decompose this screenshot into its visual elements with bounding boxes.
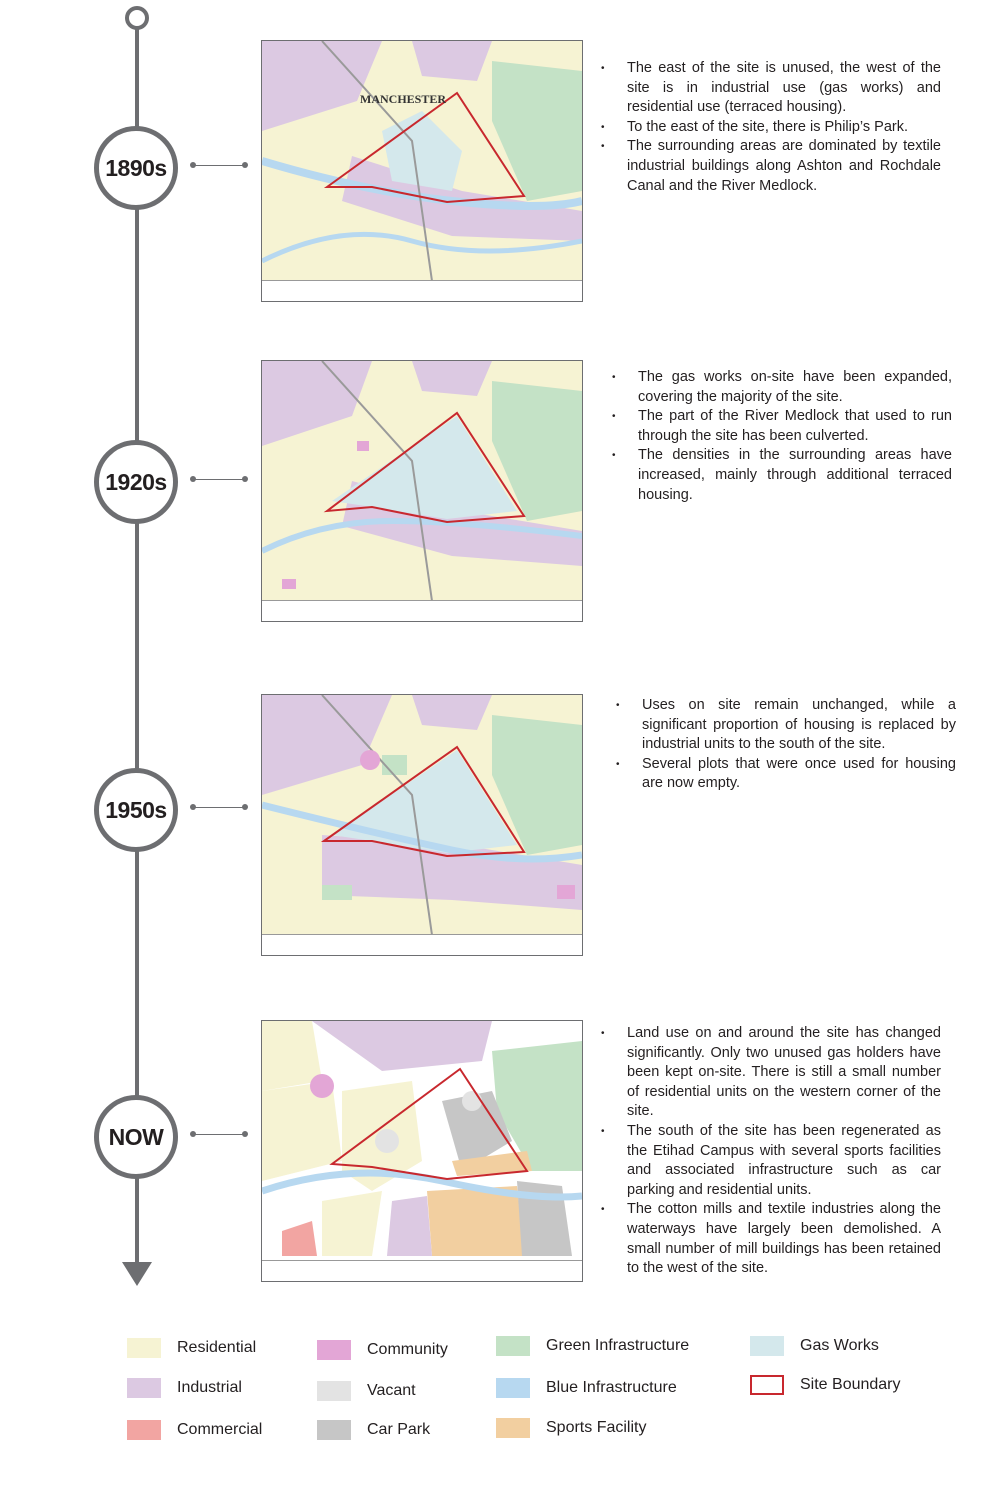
legend-item-gas-works bbox=[750, 1335, 879, 1357]
legend-label: Site Boundary bbox=[800, 1376, 901, 1393]
legend-label: Sports Facility bbox=[546, 1419, 647, 1436]
era-connector bbox=[193, 165, 245, 166]
legend-label: Car Park bbox=[367, 1421, 431, 1438]
description-bullet: • Several plots that were once used for housing are now empty. bbox=[616, 755, 956, 794]
legend-label: Blue Infrastructure bbox=[546, 1379, 677, 1396]
era-connector bbox=[193, 479, 245, 480]
era-description-1920s bbox=[612, 368, 952, 505]
description-bullet: • The surrounding areas are dominated by textile industrial buildings along Ashton and Rochdale Canal and the River Medlock. bbox=[601, 137, 941, 196]
legend-item-residential bbox=[127, 1337, 256, 1359]
map-scale-bar bbox=[262, 280, 582, 301]
description-bullet: • The south of the site has been regenerated as the Etihad Campus with several sports facilities and associated infrastructure such as car parking and residential units. bbox=[601, 1122, 941, 1200]
legend-item-community bbox=[317, 1339, 448, 1361]
legend-swatch bbox=[496, 1336, 530, 1356]
legend-label: Residential bbox=[177, 1339, 257, 1356]
legend-swatch bbox=[317, 1340, 351, 1360]
map-now-drawing bbox=[262, 1021, 582, 1261]
description-bullet: • Uses on site remain unchanged, while a significant proportion of housing is replaced by industrial units to the south of the site. bbox=[616, 696, 956, 755]
map-1890s bbox=[261, 40, 583, 302]
map-place-label: MANCHESTER bbox=[360, 92, 447, 106]
description-bullet: • Land use on and around the site has changed significantly. Only two unused gas holders have been kept on-site. There is still a small number of residential units on the western corner of the site. bbox=[601, 1024, 941, 1122]
era-connector bbox=[193, 807, 245, 808]
legend-label: Vacant bbox=[367, 1382, 416, 1399]
map-1920s-drawing bbox=[262, 361, 582, 601]
era-marker-1950s bbox=[94, 768, 178, 852]
legend-swatch bbox=[127, 1378, 161, 1398]
map-scale-bar bbox=[262, 600, 582, 621]
legend-swatch bbox=[496, 1418, 530, 1438]
era-label: 1950s bbox=[105, 796, 167, 823]
map-now bbox=[261, 1020, 583, 1282]
legend-swatch bbox=[750, 1375, 784, 1395]
legend-swatch bbox=[750, 1336, 784, 1356]
era-label: NOW bbox=[108, 1123, 164, 1150]
description-bullet: • The part of the River Medlock that used to run through the site has been culverted. bbox=[612, 407, 952, 446]
era-label: 1890s bbox=[105, 154, 167, 181]
map-1950s bbox=[261, 694, 583, 956]
legend-swatch bbox=[317, 1420, 351, 1440]
legend-item-sports-facility bbox=[496, 1417, 646, 1439]
legend-item-site-boundary bbox=[750, 1374, 901, 1396]
legend-label: Green Infrastructure bbox=[546, 1337, 690, 1354]
legend-swatch bbox=[317, 1381, 351, 1401]
map-scale-bar bbox=[262, 934, 582, 955]
description-bullet: • To the east of the site, there is Philip’s Park. bbox=[601, 118, 941, 138]
legend-item-industrial bbox=[127, 1377, 242, 1399]
legend-item-blue-infrastructure bbox=[496, 1377, 677, 1399]
legend-label: Commercial bbox=[177, 1421, 263, 1438]
map-scale-bar bbox=[262, 1260, 582, 1281]
legend-label: Community bbox=[367, 1341, 448, 1358]
description-bullet: • The densities in the surrounding areas have increased, mainly through additional terraced housing. bbox=[612, 446, 952, 505]
legend-label: Gas Works bbox=[800, 1337, 879, 1354]
legend-swatch bbox=[127, 1338, 161, 1358]
description-bullet: • The east of the site is unused, the west of the site is in industrial use (gas works) and residential use (terraced housing). bbox=[601, 59, 941, 118]
description-bullet: • The gas works on-site have been expanded, covering the majority of the site. bbox=[612, 368, 952, 407]
map-1920s bbox=[261, 360, 583, 622]
legend-item-green-infrastructure bbox=[496, 1335, 689, 1357]
era-description-now bbox=[601, 1024, 941, 1279]
legend-label: Industrial bbox=[177, 1379, 242, 1396]
era-description-1890s bbox=[601, 59, 941, 196]
era-description-1950s bbox=[616, 696, 956, 794]
legend-swatch bbox=[496, 1378, 530, 1398]
era-marker-1890s bbox=[94, 126, 178, 210]
map-1950s-drawing bbox=[262, 695, 582, 935]
era-marker-1920s bbox=[94, 440, 178, 524]
legend-item-vacant bbox=[317, 1380, 416, 1402]
era-connector bbox=[193, 1134, 245, 1135]
era-marker-now bbox=[94, 1095, 178, 1179]
timeline-arrow-icon bbox=[122, 1262, 152, 1286]
legend-item-car-park bbox=[317, 1419, 430, 1441]
map-1890s-drawing bbox=[262, 41, 582, 281]
description-bullet: • The cotton mills and textile industries along the waterways have largely been demolished. A small number of mill buildings has been retained to the west of the site. bbox=[601, 1200, 941, 1278]
legend-item-commercial bbox=[127, 1419, 262, 1441]
era-label: 1920s bbox=[105, 468, 167, 495]
legend-swatch bbox=[127, 1420, 161, 1440]
timeline-line bbox=[135, 26, 139, 1272]
